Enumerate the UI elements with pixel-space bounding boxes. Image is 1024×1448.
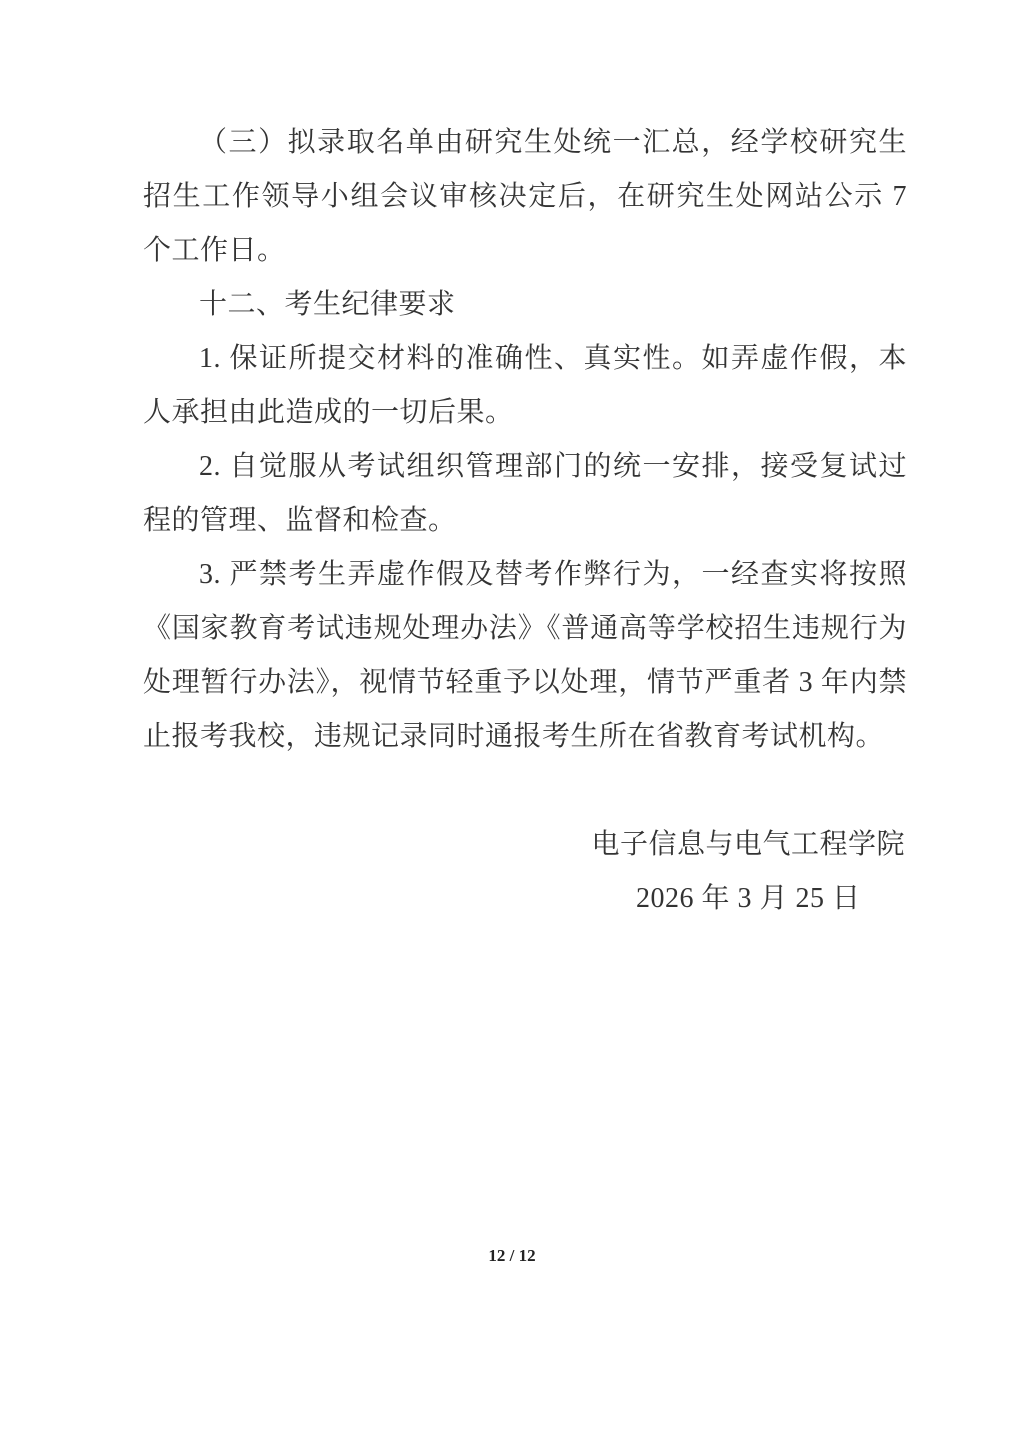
paragraph-rule-2: 2. 自觉服从考试组织管理部门的统一安排，接受复试过程的管理、监督和检查。	[143, 451, 907, 536]
paragraph-rule-1: 1. 保证所提交材料的准确性、真实性。如弄虚作假，本人承担由此造成的一切后果。	[143, 343, 907, 428]
paragraph-rule-3: 3. 严禁考生弄虚作假及替考作弊行为，一经查实将按照《国家教育考试违规处理办法》《普通高等学校招生违规行为处理暂行办法》，视情节轻重予以处理，情节严重者 3 年内禁止报考我校，违规记录同时通报考生所在省教育考试机构。	[143, 559, 907, 752]
signature-block	[591, 818, 905, 926]
signature-organization: 电子信息与电气工程学院	[591, 829, 905, 860]
signature-date: 2026 年 3 月 25 日	[635, 883, 861, 914]
section-heading-discipline-requirements: 十二、考生纪律要求	[199, 289, 456, 320]
document-body	[143, 116, 907, 926]
paragraph-item-3-list-summary: （三）拟录取名单由研究生处统一汇总，经学校研究生招生工作领导小组会议审核决定后，在研究生处网站公示 7 个工作日。	[143, 127, 907, 266]
page-number: 12 / 12	[488, 1246, 536, 1265]
